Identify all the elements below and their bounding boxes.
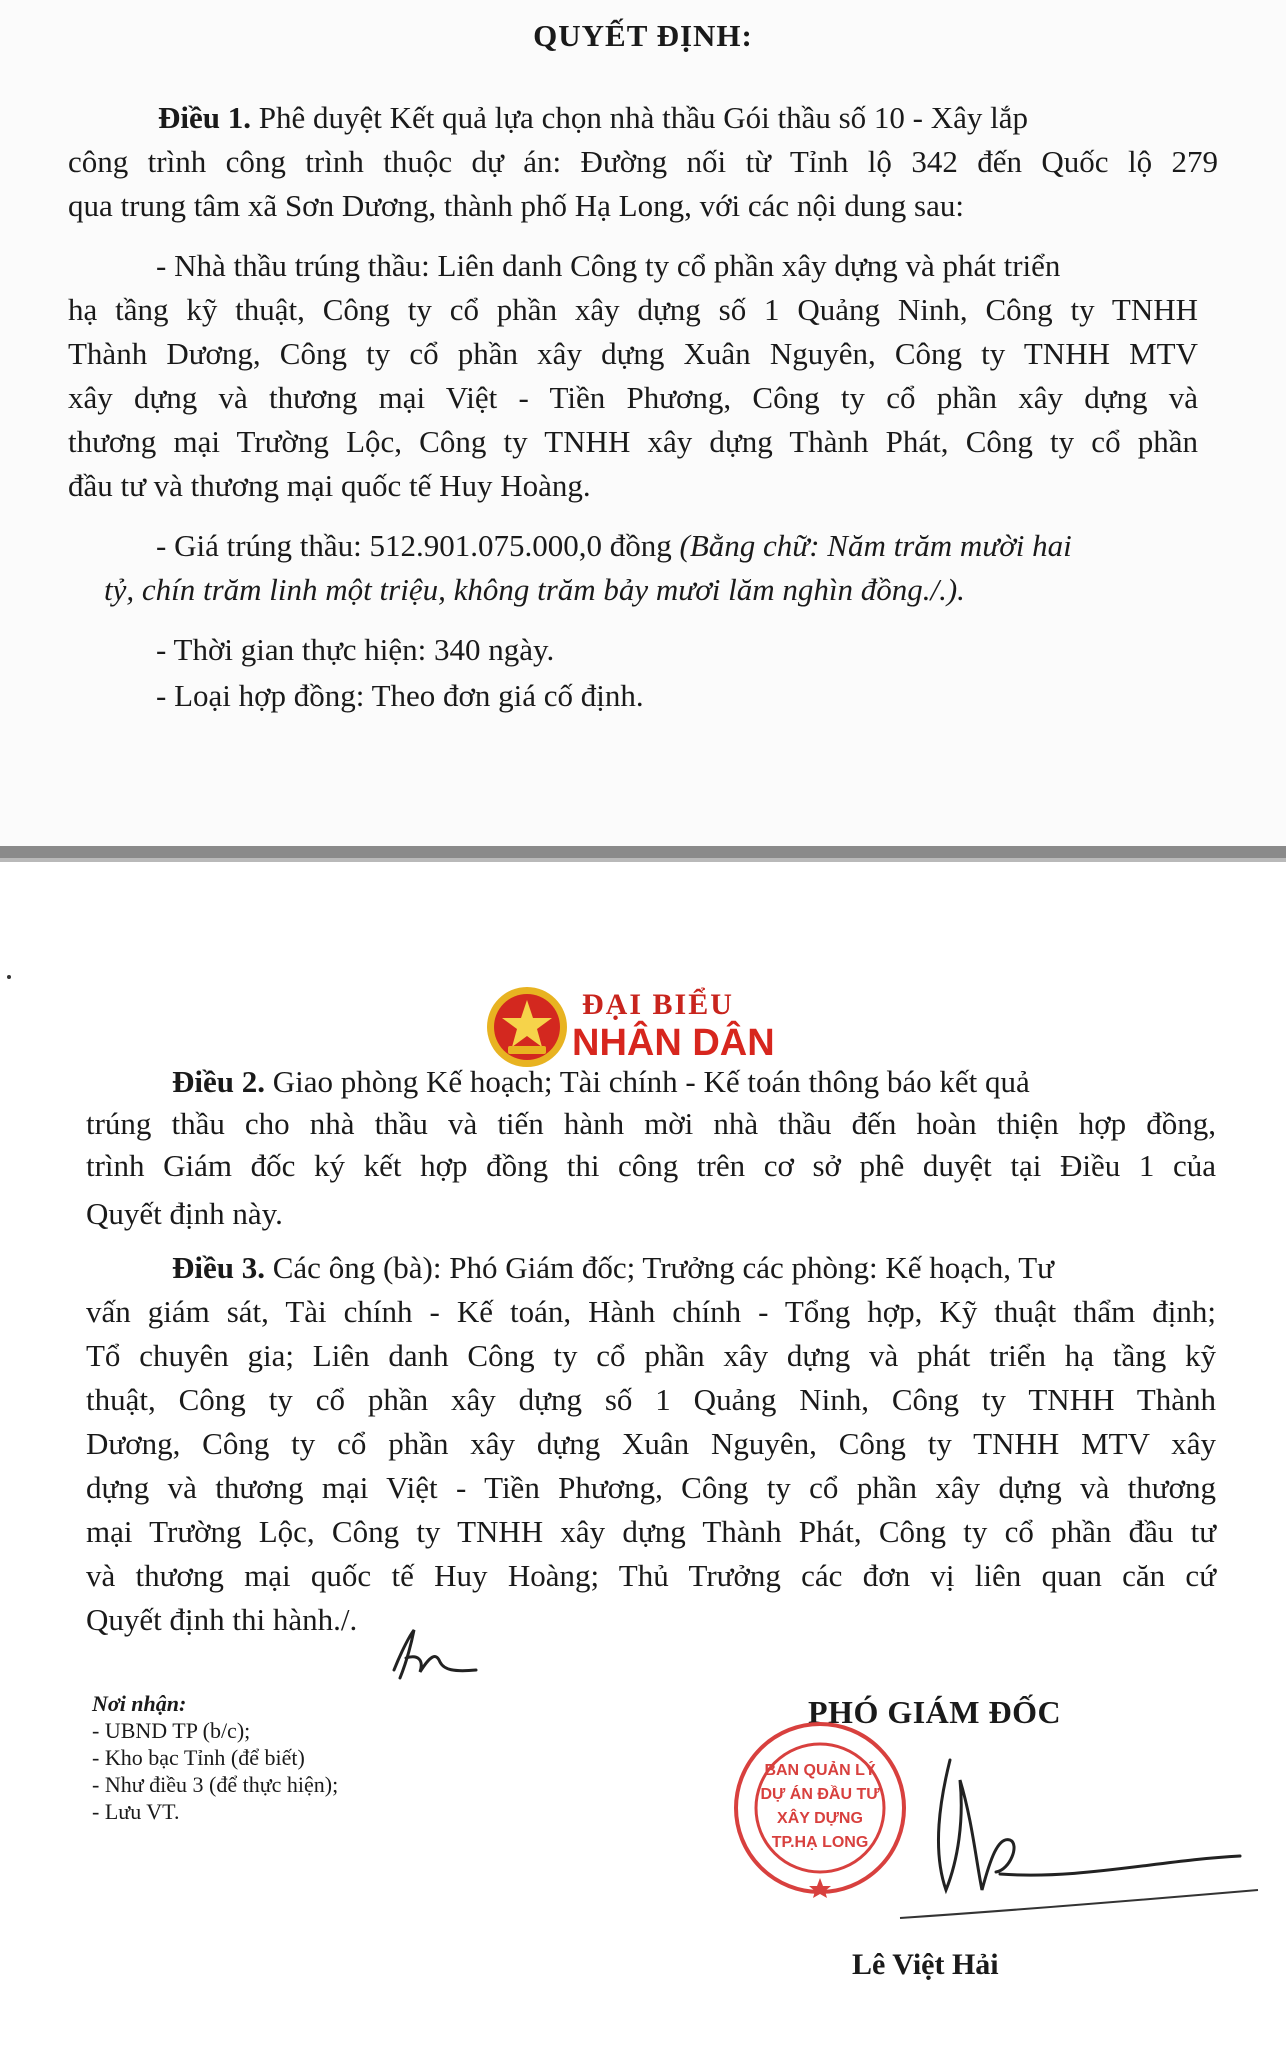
dieu3-line4: thuật, Công ty cổ phần xây dựng số 1 Quảng Ninh, Công ty TNHH Thành — [86, 1382, 1216, 1417]
contractor-line5: thương mại Trường Lộc, Công ty TNHH xây dựng Thành Phát, Công ty cổ phần — [68, 424, 1198, 459]
stamp-line: TP.HẠ LONG — [771, 1834, 869, 1851]
dieu1-label: Điều 1. — [158, 100, 251, 135]
contractor-line4: xây dựng và thương mại Việt - Tiền Phương, Công ty cổ phần xây dựng và — [68, 380, 1198, 415]
recipient-item: - Như điều 3 (để thực hiện); — [92, 1772, 339, 1797]
contractor-line2: hạ tầng kỹ thuật, Công ty cổ phần xây dựng số 1 Quảng Ninh, Công ty TNHH — [68, 292, 1198, 327]
recipients-block — [92, 1690, 338, 1825]
contractor-line1: - Nhà thầu trúng thầu: Liên danh Công ty cổ phần xây dựng và phát triển — [156, 248, 1061, 283]
page-one — [0, 0, 1286, 846]
dieu3-line1: Điều 3. Các ông (bà): Phó Giám đốc; Trưởng các phòng: Kế hoạch, Tư — [172, 1250, 1054, 1285]
price-words: (Bằng chữ: Năm trăm mười hai — [679, 528, 1072, 563]
initials-signature-icon — [384, 1620, 484, 1690]
price-words-line2: tỷ, chín trăm linh một triệu, không trăm bảy mươi lăm nghìn đồng./.). — [104, 572, 965, 607]
price-line: - Giá trúng thầu: 512.901.075.000,0 đồng (Bằng chữ: Năm trăm mười hai — [156, 528, 1072, 563]
recipients-title: Nơi nhận: — [92, 1691, 187, 1716]
contract-type-line: - Loại hợp đồng: Theo đơn giá cố định. — [156, 678, 644, 713]
scan-speck — [7, 975, 11, 979]
dieu1-line2: công trình công trình thuộc dự án: Đường nối từ Tỉnh lộ 342 đến Quốc lộ 279 — [68, 144, 1218, 179]
dieu3-line6: dựng và thương mại Việt - Tiền Phương, Công ty cổ phần xây dựng và thương — [86, 1470, 1216, 1505]
dieu3-label: Điều 3. — [172, 1250, 265, 1285]
dieu2-line2: trúng thầu cho nhà thầu và tiến hành mời nhà thầu đến hoàn thiện hợp đồng, — [86, 1106, 1216, 1141]
recipient-item: - Lưu VT. — [92, 1799, 180, 1824]
recipient-item: - Kho bạc Tỉnh (để biết) — [92, 1745, 305, 1770]
dieu3-line8: và thương mại quốc tế Huy Hoàng; Thủ Trưởng các đơn vị liên quan căn cứ — [86, 1558, 1216, 1593]
recipient-item: - UBND TP (b/c); — [92, 1718, 251, 1743]
signer-title: PHÓ GIÁM ĐỐC — [808, 1694, 1062, 1730]
dieu3-line5: Dương, Công ty cổ phần xây dựng Xuân Nguyên, Công ty TNHH MTV xây — [86, 1426, 1216, 1461]
dieu2-label: Điều 2. — [172, 1064, 265, 1099]
national-emblem-icon — [484, 984, 570, 1070]
dieu3-line3: Tổ chuyên gia; Liên danh Công ty cổ phần xây dựng và phát triển hạ tầng kỹ — [86, 1338, 1216, 1373]
dieu3-line7: mại Trường Lộc, Công ty TNHH xây dựng Thành Phát, Công ty cổ phần đầu tư — [86, 1514, 1216, 1549]
stamp-line: XÂY DỰNG — [777, 1810, 863, 1827]
contractor-line3: Thành Dương, Công ty cổ phần xây dựng Xuân Nguyên, Công ty TNHH MTV — [68, 336, 1198, 371]
dieu3-line2: vấn giám sát, Tài chính - Kế toán, Hành chính - Tổng hợp, Kỹ thuật thẩm định; — [86, 1294, 1216, 1329]
handwritten-signature-icon — [880, 1740, 1260, 1920]
stamp-line: BAN QUẢN LÝ — [764, 1762, 876, 1779]
logo-text-bottom: NHÂN DÂN — [572, 1022, 775, 1064]
stamp-line: DỰ ÁN ĐẦU TƯ — [760, 1786, 880, 1803]
logo-text-top: ĐẠI BIỂU — [582, 988, 734, 1021]
duration-line: - Thời gian thực hiện: 340 ngày. — [156, 632, 555, 667]
contractor-line6: đầu tư và thương mại quốc tế Huy Hoàng. — [68, 468, 591, 503]
dai-bieu-nhan-dan-logo — [484, 984, 804, 1070]
dieu1-line1: Điều 1. Phê duyệt Kết quả lựa chọn nhà thầu Gói thầu số 10 - Xây lắp — [158, 100, 1028, 135]
dieu2-line4: Quyết định này. — [86, 1196, 283, 1231]
decision-heading: QUYẾT ĐỊNH: — [533, 18, 753, 53]
signer-name: Lê Việt Hải — [852, 1948, 999, 1981]
page-divider — [0, 846, 1286, 858]
dieu2-line1: Điều 2. Giao phòng Kế hoạch; Tài chính - Kế toán thông báo kết quả — [172, 1064, 1030, 1099]
dieu2-line3: trình Giám đốc ký kết hợp đồng thi công trên cơ sở phê duyệt tại Điều 1 của — [86, 1148, 1216, 1183]
dieu1-line3: qua trung tâm xã Sơn Dương, thành phố Hạ Long, với các nội dung sau: — [68, 188, 964, 223]
dieu3-line9: Quyết định thi hành./. — [86, 1602, 358, 1637]
